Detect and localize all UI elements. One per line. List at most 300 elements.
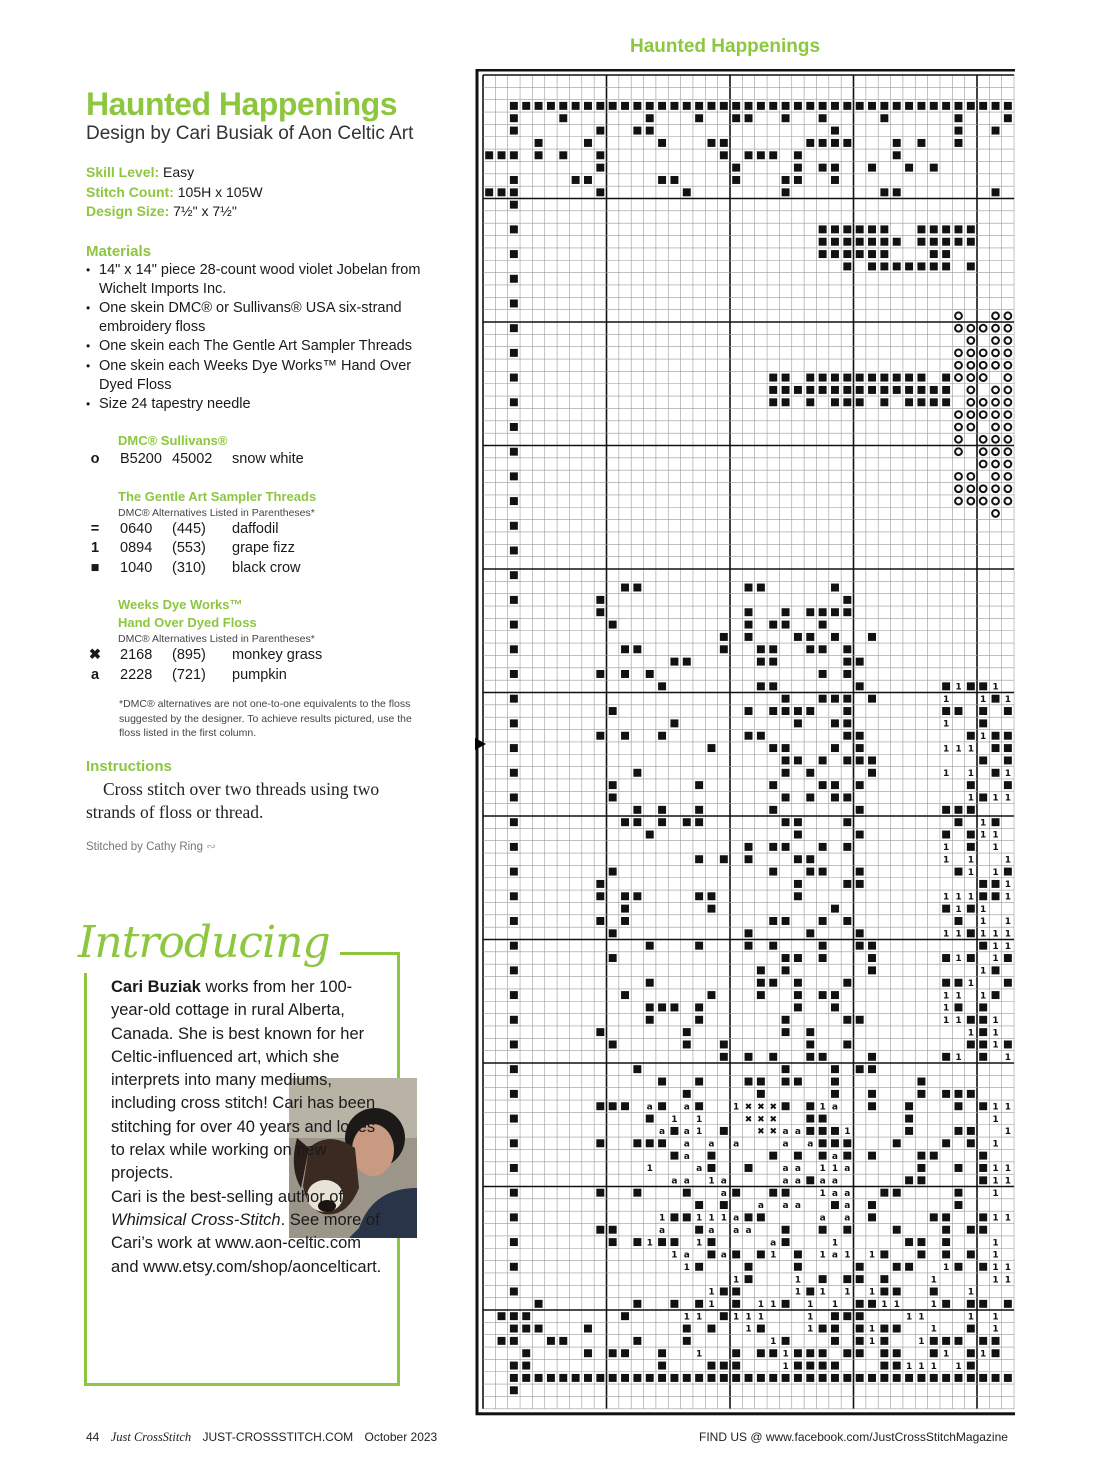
stitch-black — [942, 102, 950, 110]
stitch-black — [757, 979, 765, 987]
stitch-white — [955, 473, 962, 480]
stitch-black — [646, 114, 654, 122]
stitch-black — [942, 682, 950, 690]
stitch-black — [831, 164, 839, 172]
stitch-black — [942, 225, 950, 233]
stitch-symbol: 1 — [967, 1028, 974, 1039]
stitch-black — [856, 658, 864, 666]
stitch-symbol: 1 — [992, 1164, 999, 1175]
stitch-black — [745, 732, 753, 740]
stitch-black — [955, 1003, 963, 1011]
stitch-symbol: a — [782, 1127, 789, 1138]
stitch-black — [831, 127, 839, 135]
stitch-symbol: 1 — [992, 1188, 999, 1199]
stitch-black — [769, 1374, 777, 1382]
stitch-black — [942, 1213, 950, 1221]
stitch-black — [868, 102, 876, 110]
stitch-black — [794, 1349, 802, 1357]
stitch-black — [831, 794, 839, 802]
stitch-black — [670, 102, 678, 110]
stitch-black — [794, 1152, 802, 1160]
stitch-black — [806, 102, 814, 110]
stitch-black — [609, 1238, 617, 1246]
stitch-black — [621, 818, 629, 826]
stitch-black — [979, 102, 987, 110]
stitch-black — [535, 151, 543, 159]
stitch-black — [992, 880, 1000, 888]
stitch-black — [967, 1226, 975, 1234]
stitch-black — [510, 374, 518, 382]
stitch-white — [967, 349, 974, 356]
stitch-white — [967, 424, 974, 431]
stitch-symbol: a — [671, 1176, 678, 1187]
stitch-black — [992, 966, 1000, 974]
stitch-white — [992, 448, 999, 455]
stitch-symbol: 1 — [1004, 1275, 1012, 1286]
stitch-black — [893, 1325, 901, 1333]
stitch-black — [510, 719, 518, 727]
stitch-symbol: 1 — [942, 694, 950, 705]
stitch-black — [856, 1312, 864, 1320]
stitch-symbol: a — [659, 1127, 666, 1138]
stitch-symbol: 1 — [757, 1300, 765, 1310]
stitch-black — [720, 1127, 728, 1135]
stitch-black — [979, 1041, 987, 1049]
stitch-black — [843, 374, 851, 382]
stitch-black — [695, 818, 703, 826]
stitch-black — [720, 151, 728, 159]
stitch-black — [695, 855, 703, 863]
stitch-black — [782, 176, 790, 184]
magazine-name: Just CrossStitch — [110, 1430, 192, 1444]
stitch-black — [745, 855, 753, 863]
stitch-black — [967, 682, 975, 690]
stitch-symbol: 1 — [1004, 941, 1012, 952]
stitch-black — [930, 225, 938, 233]
stitch-white — [967, 337, 974, 344]
stitch-black — [831, 781, 839, 789]
stitch-black — [510, 1362, 518, 1370]
stitch-black — [782, 818, 790, 826]
stitch-black — [880, 1288, 888, 1296]
stitch-black — [868, 374, 876, 382]
stitch-black — [794, 164, 802, 172]
stitch-black — [658, 1078, 666, 1086]
stitch-black — [967, 806, 975, 814]
stitch-black — [794, 707, 802, 715]
stitch-black — [955, 1337, 963, 1345]
stitch-black — [843, 756, 851, 764]
stitch-symbol: 1 — [671, 1250, 678, 1261]
stitch-black — [917, 225, 925, 233]
stitch-symbol: 1 — [967, 744, 974, 755]
stitch-black — [547, 1337, 555, 1345]
stitch-black — [559, 102, 567, 110]
stitch-black — [806, 139, 814, 147]
key-row: ■ 1040 (310) black crow — [86, 559, 436, 579]
stitch-black — [868, 1065, 876, 1073]
stitch-black — [843, 1312, 851, 1320]
stitch-black — [893, 151, 901, 159]
stitch-black — [596, 188, 604, 196]
stitch-black — [745, 1078, 753, 1086]
stitch-black — [794, 991, 802, 999]
stitch-black — [967, 1041, 975, 1049]
stitch-black — [942, 1226, 950, 1234]
stitch-black — [880, 1275, 888, 1283]
stitch-white — [992, 387, 999, 394]
stitch-black — [510, 1189, 518, 1197]
stitch-black — [1004, 954, 1012, 962]
stitch-black — [794, 831, 802, 839]
stitch-black — [596, 127, 604, 135]
stitch-symbol: 1 — [967, 978, 974, 989]
stitch-black — [831, 225, 839, 233]
stitch-black — [831, 1127, 839, 1135]
stitch-black — [670, 1003, 678, 1011]
stitch-black — [856, 238, 864, 246]
stitch-black — [782, 114, 790, 122]
stitch-black — [819, 954, 827, 962]
stitch-symbol: 1 — [992, 929, 999, 940]
stitch-black — [609, 868, 617, 876]
stitch-black — [819, 250, 827, 258]
stitch-black — [942, 238, 950, 246]
stitch-black — [794, 719, 802, 727]
stitch-black — [720, 1053, 728, 1061]
stitch-symbol: a — [844, 1213, 851, 1224]
stitch-white — [980, 436, 987, 443]
stitch-black — [942, 831, 950, 839]
stitch-black — [930, 1288, 938, 1296]
stitch-black — [769, 658, 777, 666]
stitch-white — [1004, 436, 1011, 443]
stitch-black — [979, 682, 987, 690]
stitch-symbol: 1 — [980, 929, 987, 940]
stitch-symbol: 1 — [942, 1015, 950, 1026]
stitch-white — [1004, 399, 1011, 406]
stitch-symbol: 1 — [942, 991, 950, 1002]
list-item: • Size 24 tapestry needle — [86, 395, 436, 414]
stitch-white — [955, 411, 962, 418]
stitch-black — [955, 806, 963, 814]
stitch-black — [745, 608, 753, 616]
stitch-white — [992, 349, 999, 356]
stitch-black — [658, 682, 666, 690]
stitch-black — [732, 1362, 740, 1370]
stitch-black — [843, 102, 851, 110]
stitch-black — [979, 1102, 987, 1110]
stitch-black — [868, 225, 876, 233]
stitch-black — [794, 818, 802, 826]
stitch-black — [646, 102, 654, 110]
stitch-black — [646, 1016, 654, 1024]
stitch-black — [942, 250, 950, 258]
footer-right: FIND US @ www.facebook.com/JustCrossStitchMagazine — [699, 1430, 1008, 1444]
stitch-black — [510, 843, 518, 851]
stitch-symbol: 1 — [757, 1312, 765, 1323]
stitch-white — [967, 325, 974, 332]
stitch-white — [992, 424, 999, 431]
stitch-black — [856, 806, 864, 814]
color-key-gentle-art — [86, 488, 436, 579]
stitch-black — [596, 1102, 604, 1110]
stitch-black — [930, 238, 938, 246]
stitch-black — [843, 658, 851, 666]
stitch-symbol: 1 — [1004, 1213, 1012, 1224]
stitch-symbol: 1 — [942, 1262, 950, 1273]
stitch-black — [633, 1300, 641, 1308]
stitch-symbol: a — [844, 1188, 851, 1199]
color-key-dmc — [86, 432, 436, 470]
stitch-symbol: 1 — [942, 855, 950, 866]
stitch-black — [621, 991, 629, 999]
stitch-black — [485, 188, 493, 196]
stitch-black — [745, 1374, 753, 1382]
stitch-black — [646, 979, 654, 987]
stitch-black — [856, 831, 864, 839]
stitch-symbol: 1 — [695, 1349, 703, 1360]
stitch-symbol: 1 — [930, 1361, 937, 1372]
stitch-black — [510, 670, 518, 678]
stitch-symbol: 1 — [942, 843, 950, 854]
stitch-black — [868, 164, 876, 172]
stitch-black — [806, 645, 814, 653]
stitch-black — [510, 448, 518, 456]
stitch-black — [856, 1263, 864, 1271]
stitch-symbol: 1 — [930, 1300, 937, 1310]
stitch-black — [979, 1176, 987, 1184]
stitch-black — [843, 843, 851, 851]
stitch-black — [745, 621, 753, 629]
stitch-black — [955, 868, 963, 876]
stitch-symbol: ✖ — [757, 1102, 765, 1113]
stitch-black — [942, 386, 950, 394]
stitch-black — [584, 139, 592, 147]
stitched-by: Stitched by Cathy Ring ∾ — [86, 840, 216, 853]
stitch-symbol: a — [844, 1201, 851, 1212]
stitch-symbol-icon: ✖ — [88, 647, 102, 664]
stitch-black — [843, 917, 851, 925]
stitch-black — [880, 386, 888, 394]
stitch-black — [843, 794, 851, 802]
stitch-white — [992, 485, 999, 492]
stitch-black — [905, 386, 913, 394]
stitch-black — [732, 164, 740, 172]
stitch-black — [979, 1300, 987, 1308]
stitch-black — [708, 102, 716, 110]
floss-footnote: *DMC® alternatives are not one-to-one equivalents to the floss suggested by the designer. To achieve results pictured, use the floss listed in the first column. — [119, 698, 412, 740]
stitch-black — [510, 818, 518, 826]
stitch-white — [955, 349, 962, 356]
stitch-black — [510, 1312, 518, 1320]
stitch-black — [955, 102, 963, 110]
design-size: Design Size: 7½" x 7½" — [86, 203, 237, 219]
stitch-black — [905, 262, 913, 270]
stitch-black — [596, 102, 604, 110]
stitch-black — [806, 1041, 814, 1049]
stitch-black — [510, 1374, 518, 1382]
stitch-black — [819, 1152, 827, 1160]
stitch-symbol: 1 — [868, 1250, 876, 1261]
stitch-white — [967, 473, 974, 480]
stitch-symbol: 1 — [992, 1312, 999, 1323]
stitch-black — [782, 608, 790, 616]
stitch-black — [596, 596, 604, 604]
stitch-black — [683, 1090, 691, 1098]
stitch-black — [893, 1288, 901, 1296]
stitch-black — [720, 139, 728, 147]
stitch-black — [670, 1213, 678, 1221]
stitch-black — [745, 1263, 753, 1271]
stitch-black — [955, 1090, 963, 1098]
stitch-black — [769, 843, 777, 851]
stitch-symbol: 1 — [980, 830, 987, 841]
stitch-black — [794, 1374, 802, 1382]
stitch-black — [695, 1263, 703, 1271]
stitch-black — [843, 1152, 851, 1160]
stitch-black — [683, 1374, 691, 1382]
stitch-black — [683, 188, 691, 196]
stitch-symbol: 1 — [992, 1114, 999, 1125]
stitch-black — [917, 398, 925, 406]
stitch-black — [831, 1325, 839, 1333]
stitch-black — [930, 386, 938, 394]
stitch-black — [856, 1337, 864, 1345]
stitch-black — [806, 929, 814, 937]
stitch-black — [609, 707, 617, 715]
stitch-black — [757, 966, 765, 974]
stitch-black — [831, 1337, 839, 1345]
stitch-black — [955, 1374, 963, 1382]
stitch-black — [806, 769, 814, 777]
stitch-black — [992, 732, 1000, 740]
designer-bio: Cari Buziak works from her 100-year-old cottage in rural Alberta, Canada. She is best known for her Celtic-influenced art, which she interprets into many mediums, including cross stitch! Cari has been stitching for over 40 years and loves to relax while working on new projects. Cari is the best-selling author of Whimsical Cross-Stitch. See more of Cari’s work at www.aon-celtic.com and www.etsy.com/shop/aoncelticart. — [111, 978, 382, 1276]
stitch-black — [856, 942, 864, 950]
stitch-black — [510, 571, 518, 579]
stitch-symbol: 1 — [905, 1361, 913, 1372]
stitch-black — [992, 1374, 1000, 1382]
stitch-black — [819, 670, 827, 678]
stitch-symbol: 1 — [918, 1337, 925, 1348]
stitch-symbol: a — [831, 1102, 839, 1113]
stitch-black — [609, 1226, 617, 1234]
stitch-black — [917, 1374, 925, 1382]
stitch-black — [831, 398, 839, 406]
stitch-white — [992, 498, 999, 505]
stitch-black — [609, 1102, 617, 1110]
stitch-black — [831, 1312, 839, 1320]
stitch-black — [584, 1374, 592, 1382]
stitch-symbol: 1 — [942, 892, 950, 903]
stitch-black — [819, 225, 827, 233]
stitch-black — [732, 114, 740, 122]
stitch-symbol: 1 — [794, 1275, 802, 1286]
stitch-white — [1004, 337, 1011, 344]
stitch-black — [782, 794, 790, 802]
stitch-black — [782, 398, 790, 406]
stitch-symbol: 1 — [992, 1324, 999, 1335]
stitch-black — [868, 1090, 876, 1098]
stitch-black — [695, 102, 703, 110]
stitch-black — [732, 1300, 740, 1308]
stitch-black — [695, 1201, 703, 1209]
stitch-black — [893, 139, 901, 147]
stitch-black — [621, 732, 629, 740]
stitch-black — [831, 584, 839, 592]
stitch-black — [720, 102, 728, 110]
stitch-black — [831, 102, 839, 110]
stitch-black — [769, 102, 777, 110]
stitch-black — [584, 1349, 592, 1357]
stitch-symbol: 1 — [942, 1003, 950, 1014]
stitch-black — [794, 1362, 802, 1370]
stitch-symbol: 1 — [967, 1287, 974, 1298]
stitch-black — [510, 127, 518, 135]
stitch-black — [757, 1325, 765, 1333]
stitch-black — [893, 188, 901, 196]
stitch-black — [782, 1102, 790, 1110]
stitch-black — [979, 1337, 987, 1345]
stitch-black — [621, 905, 629, 913]
stitch-black — [510, 621, 518, 629]
stitch-black — [992, 1349, 1000, 1357]
stitch-black — [757, 1078, 765, 1086]
stitch-black — [522, 1374, 530, 1382]
stitch-symbol: 1 — [844, 1250, 851, 1261]
swirl-icon: ∾ — [206, 840, 216, 853]
stitch-symbol: 1 — [1004, 929, 1012, 940]
stitch-black — [658, 818, 666, 826]
stitch-white — [992, 362, 999, 369]
stitch-black — [856, 1325, 864, 1333]
stitch-black — [905, 1127, 913, 1135]
stitch-black — [708, 1250, 716, 1258]
stitch-symbol: 1 — [955, 682, 962, 693]
stitch-black — [769, 398, 777, 406]
stitch-symbol: a — [782, 1164, 789, 1175]
stitch-black — [880, 1325, 888, 1333]
stitch-black — [732, 102, 740, 110]
stitch-black — [843, 979, 851, 987]
stitch-black — [535, 1374, 543, 1382]
stitch-symbol: 1 — [695, 1213, 703, 1224]
stitch-black — [559, 151, 567, 159]
stitch-black — [609, 1349, 617, 1357]
stitch-white — [1004, 411, 1011, 418]
stitch-black — [596, 670, 604, 678]
stitch-black — [745, 151, 753, 159]
stitch-black — [670, 719, 678, 727]
stitch-black — [917, 262, 925, 270]
stitch-black — [955, 139, 963, 147]
stitch-black — [621, 102, 629, 110]
stitch-black — [658, 1238, 666, 1246]
stitch-white — [1004, 349, 1011, 356]
stitch-black — [745, 1164, 753, 1172]
stitch-symbol: 1 — [942, 719, 950, 730]
stitch-black — [745, 1275, 753, 1283]
stitch-symbol: 1 — [955, 1053, 962, 1063]
stitch-symbol: a — [770, 1238, 777, 1249]
stitch-black — [794, 176, 802, 184]
stitch-black — [868, 1102, 876, 1110]
stitch-black — [633, 1139, 641, 1147]
stitch-black — [942, 954, 950, 962]
stitch-black — [510, 1139, 518, 1147]
stitch-black — [559, 114, 567, 122]
stitch-black — [646, 1139, 654, 1147]
